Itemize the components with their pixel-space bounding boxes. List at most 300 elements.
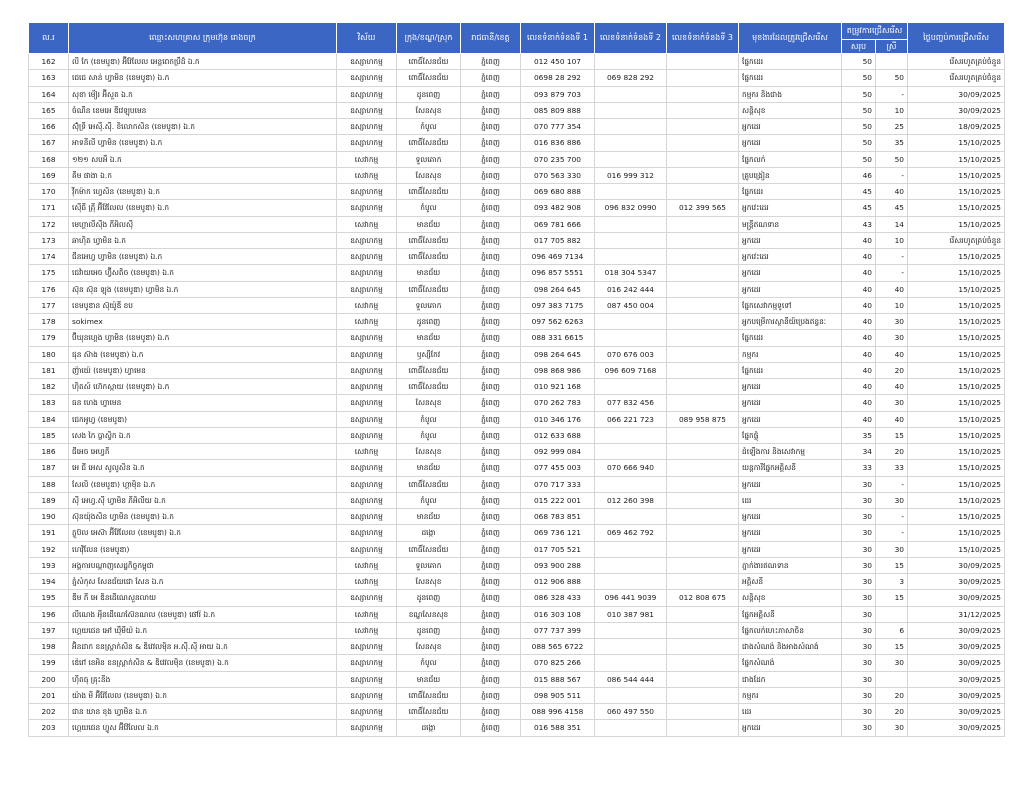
table-row — [29, 687, 1005, 703]
cell-phone3 — [667, 167, 739, 183]
cell-sector: សេវាកម្ម — [337, 314, 397, 330]
cell-female: 6 — [876, 622, 908, 638]
cell-total: 30 — [842, 541, 876, 557]
cell-total: 33 — [842, 460, 876, 476]
cell-deadline: 15/10/2025 — [908, 135, 1005, 151]
cell-phone3 — [667, 509, 739, 525]
cell-phone2 — [595, 720, 667, 736]
cell-phone1: 098 868 986 — [521, 362, 595, 378]
cell-sector: ឧស្សាហកម្ម — [337, 200, 397, 216]
cell-phone1: 010 921 168 — [521, 379, 595, 395]
cell-deadline: 15/10/2025 — [908, 281, 1005, 297]
cell-province: ភ្នំពេញ — [461, 687, 521, 703]
cell-female: 20 — [876, 687, 908, 703]
cell-phone3 — [667, 281, 739, 297]
cell-province: ភ្នំពេញ — [461, 427, 521, 443]
cell-position: អ្នកបម្រើការស្ថានីយ៍ប្រេងឥន្ធនៈ — [739, 314, 842, 330]
cell-province: ភ្នំពេញ — [461, 232, 521, 248]
cell-deadline: 30/09/2025 — [908, 720, 1005, 736]
cell-position: ផ្នែកផ្លុំ — [739, 427, 842, 443]
cell-deadline: 15/10/2025 — [908, 541, 1005, 557]
cell-company: អ៊ិនដាក ខនស្ត្រាក់សិន & ឌិវេវលម៉ិន អ.ស៊ី.ស៊ី អាយ ឯ.ក — [69, 639, 337, 655]
cell-phone1: 012 906 888 — [521, 574, 595, 590]
cell-phone1: 017 705 521 — [521, 541, 595, 557]
cell-total: 30 — [842, 590, 876, 606]
cell-total: 30 — [842, 557, 876, 573]
cell-position: ជាងដែក — [739, 671, 842, 687]
cell-position: ផ្នែកអគ្គិសនី — [739, 606, 842, 622]
cell-deadline: 31/12/2025 — [908, 606, 1005, 622]
cell-deadline: 15/10/2025 — [908, 265, 1005, 281]
cell-no: 180 — [29, 346, 69, 362]
cell-position: អ្នកដេរ — [739, 476, 842, 492]
cell-company: ស៊ុំទ្រី អេស៊ី.ស៊ី. ខិលោកសិន (ខេមបូឌា) ឯ.ក — [69, 119, 337, 135]
cell-province: ភ្នំពេញ — [461, 86, 521, 102]
cell-female: - — [876, 509, 908, 525]
cell-phone2: 060 497 550 — [595, 704, 667, 720]
cell-deadline: 15/10/2025 — [908, 509, 1005, 525]
cell-total: 50 — [842, 86, 876, 102]
cell-position: អ្នកវេះដេរ — [739, 200, 842, 216]
cell-position: ផ្នែកដេរ — [739, 362, 842, 378]
cell-province: ភ្នំពេញ — [461, 655, 521, 671]
cell-female — [876, 54, 908, 70]
cell-sector: ឧស្សាហកម្ម — [337, 102, 397, 118]
cell-phone2: 010 387 981 — [595, 606, 667, 622]
cell-phone1: 012 450 107 — [521, 54, 595, 70]
cell-phone1: 085 809 888 — [521, 102, 595, 118]
cell-phone2 — [595, 330, 667, 346]
cell-province: ភ្នំពេញ — [461, 509, 521, 525]
header-position: មុខងារដែលត្រូវជ្រើសរើស — [739, 23, 842, 54]
cell-no: 197 — [29, 622, 69, 638]
cell-province: ភ្នំពេញ — [461, 54, 521, 70]
table-row — [29, 330, 1005, 346]
cell-phone3 — [667, 151, 739, 167]
cell-phone1: 069 680 888 — [521, 184, 595, 200]
table-row — [29, 590, 1005, 606]
table-row — [29, 297, 1005, 313]
cell-no: 200 — [29, 671, 69, 687]
cell-position: ដេរ — [739, 704, 842, 720]
cell-no: 164 — [29, 86, 69, 102]
cell-total: 46 — [842, 167, 876, 183]
cell-deadline: 15/10/2025 — [908, 200, 1005, 216]
cell-phone2 — [595, 184, 667, 200]
cell-phone2: 096 832 0990 — [595, 200, 667, 216]
cell-phone1: 086 328 433 — [521, 590, 595, 606]
cell-no: 177 — [29, 297, 69, 313]
cell-deadline: 30/09/2025 — [908, 671, 1005, 687]
cell-deadline: 15/10/2025 — [908, 395, 1005, 411]
cell-district: ពោធិ៍សែនជ័យ — [397, 281, 461, 297]
cell-female: 40 — [876, 379, 908, 395]
cell-position: ផ្នែកលក់ហេះភាសាចិន — [739, 622, 842, 638]
cell-district: មានជ័យ — [397, 460, 461, 476]
cell-sector: សេវាកម្ម — [337, 574, 397, 590]
cell-sector: ឧស្សាហកម្ម — [337, 671, 397, 687]
cell-phone2: 069 828 292 — [595, 70, 667, 86]
cell-district: មានជ័យ — [397, 216, 461, 232]
cell-province: ភ្នំពេញ — [461, 135, 521, 151]
cell-phone2: 087 450 004 — [595, 297, 667, 313]
cell-total: 30 — [842, 671, 876, 687]
cell-phone3 — [667, 216, 739, 232]
cell-phone3 — [667, 346, 739, 362]
cell-female: - — [876, 167, 908, 183]
cell-position: កម្មករ — [739, 346, 842, 362]
cell-province: ភ្នំពេញ — [461, 362, 521, 378]
cell-total: 45 — [842, 184, 876, 200]
cell-deadline: 30/09/2025 — [908, 687, 1005, 703]
table-row — [29, 704, 1005, 720]
cell-deadline: 30/09/2025 — [908, 102, 1005, 118]
cell-total: 30 — [842, 509, 876, 525]
header-province: រាជធានី/ខេត្ត — [461, 23, 521, 54]
table-row — [29, 281, 1005, 297]
cell-female: 25 — [876, 119, 908, 135]
cell-deadline: 30/09/2025 — [908, 704, 1005, 720]
cell-company: អាទនីលី ហ្វាមិន (ខេមបូឌា) ឯ.ក — [69, 135, 337, 151]
cell-female: 50 — [876, 70, 908, 86]
cell-province: ភ្នំពេញ — [461, 265, 521, 281]
cell-province: ភ្នំពេញ — [461, 606, 521, 622]
cell-phone1: 098 264 645 — [521, 346, 595, 362]
cell-sector: ឧស្សាហកម្ម — [337, 379, 397, 395]
cell-total: 40 — [842, 265, 876, 281]
cell-phone3 — [667, 671, 739, 687]
header-need-group: តម្រូវការជ្រើសរើស — [842, 23, 908, 40]
cell-position: ផ្នែកសេវាកម្មទូទៅ — [739, 297, 842, 313]
cell-district: ដូនពេញ — [397, 590, 461, 606]
cell-position: អ្នកដេរ — [739, 119, 842, 135]
cell-phone3: 012 808 675 — [667, 590, 739, 606]
cell-company: ញ៉ាយ៉េ (ខេមបូឌា) ហ្វាមេន — [69, 362, 337, 378]
cell-sector: ឧស្សាហកម្ម — [337, 249, 397, 265]
cell-district: ឫស្សីកែវ — [397, 346, 461, 362]
cell-phone1: 070 717 333 — [521, 476, 595, 492]
cell-position: ភ្នាក់ងារឥណទាន — [739, 557, 842, 573]
cell-company: ភ្នំសំកុស សែនជ័យជោ សែន ឯ.ក — [69, 574, 337, 590]
cell-female: 14 — [876, 216, 908, 232]
cell-no: 188 — [29, 476, 69, 492]
table-row — [29, 54, 1005, 70]
cell-sector: ឧស្សាហកម្ម — [337, 476, 397, 492]
cell-phone1: 093 900 288 — [521, 557, 595, 573]
cell-position: អ្នកដេរ — [739, 379, 842, 395]
cell-sector: ឧស្សាហកម្ម — [337, 492, 397, 508]
cell-total: 34 — [842, 444, 876, 460]
cell-phone2: 077 832 456 — [595, 395, 667, 411]
cell-phone1: 070 235 700 — [521, 151, 595, 167]
cell-province: ភ្នំពេញ — [461, 541, 521, 557]
cell-phone2: 069 462 792 — [595, 525, 667, 541]
cell-position: អ្នកដេរ — [739, 281, 842, 297]
cell-no: 165 — [29, 102, 69, 118]
cell-district: សែនសុខ — [397, 574, 461, 590]
cell-position: ផ្នែកដេរ — [739, 70, 842, 86]
cell-phone1: 017 705 882 — [521, 232, 595, 248]
cell-position: អ្នកដេរ — [739, 232, 842, 248]
header-phone1: លេខទំនាក់ទំនងទី 1 — [521, 23, 595, 54]
cell-phone2: 070 666 940 — [595, 460, 667, 476]
cell-deadline: 15/10/2025 — [908, 411, 1005, 427]
cell-district: ពោធិ៍សែនជ័យ — [397, 135, 461, 151]
cell-phone2 — [595, 135, 667, 151]
cell-no: 202 — [29, 704, 69, 720]
cell-company: អេ ជី អេស សូលូសិន ឯ.ក — [69, 460, 337, 476]
table-row — [29, 216, 1005, 232]
cell-phone2 — [595, 86, 667, 102]
cell-total: 30 — [842, 476, 876, 492]
cell-province: ភ្នំពេញ — [461, 167, 521, 183]
cell-total: 30 — [842, 704, 876, 720]
cell-phone3 — [667, 395, 739, 411]
cell-total: 40 — [842, 362, 876, 378]
cell-company: ឌីម ភី អេ ឌិនដើណេសួនលាយ — [69, 590, 337, 606]
cell-female: 35 — [876, 135, 908, 151]
cell-total: 40 — [842, 346, 876, 362]
cell-phone3 — [667, 362, 739, 378]
cell-position: សន្តិសុខ — [739, 590, 842, 606]
cell-deadline: 15/10/2025 — [908, 167, 1005, 183]
cell-district: ដង្កោ — [397, 720, 461, 736]
cell-company: មេហ្គាលីស៊ីង ភីអិលស៊ី — [69, 216, 337, 232]
cell-province: ភ្នំពេញ — [461, 622, 521, 638]
cell-phone1: 070 777 354 — [521, 119, 595, 135]
cell-phone1: 069 781 666 — [521, 216, 595, 232]
cell-female: - — [876, 249, 908, 265]
cell-female: 40 — [876, 411, 908, 427]
cell-female: 20 — [876, 704, 908, 720]
table-row — [29, 167, 1005, 183]
cell-female: 40 — [876, 184, 908, 200]
cell-total: 40 — [842, 281, 876, 297]
cell-sector: សេវាកម្ម — [337, 216, 397, 232]
table-row — [29, 232, 1005, 248]
cell-deadline: 30/09/2025 — [908, 86, 1005, 102]
table-row — [29, 200, 1005, 216]
cell-province: ភ្នំពេញ — [461, 590, 521, 606]
cell-female: 10 — [876, 102, 908, 118]
cell-phone2 — [595, 687, 667, 703]
cell-total: 40 — [842, 297, 876, 313]
cell-position: ផ្នែកលក់ — [739, 151, 842, 167]
cell-district: ពោធិ៍សែនជ័យ — [397, 362, 461, 378]
cell-district: មានជ័យ — [397, 265, 461, 281]
cell-sector: ឧស្សាហកម្ម — [337, 460, 397, 476]
cell-total: 30 — [842, 606, 876, 622]
cell-company: ខេមបូឌាន ស៊ុយ៉ូឌី ខប — [69, 297, 337, 313]
cell-female: 20 — [876, 362, 908, 378]
header-district: ក្រុង/ខណ្ឌ/ស្រុក — [397, 23, 461, 54]
cell-phone3 — [667, 427, 739, 443]
cell-district: ទួលគោក — [397, 297, 461, 313]
cell-phone1: 012 633 688 — [521, 427, 595, 443]
cell-company: ជុន ស៊ាង (ខេមបូឌា) ឯ.ក — [69, 346, 337, 362]
table-row — [29, 249, 1005, 265]
cell-province: ភ្នំពេញ — [461, 639, 521, 655]
cell-sector: ឧស្សាហកម្ម — [337, 639, 397, 655]
cell-sector: ឧស្សាហកម្ម — [337, 720, 397, 736]
cell-sector: ឧស្សាហកម្ម — [337, 70, 397, 86]
cell-no: 191 — [29, 525, 69, 541]
cell-total: 40 — [842, 330, 876, 346]
cell-female — [876, 671, 908, 687]
table-row — [29, 379, 1005, 395]
cell-province: ភ្នំពេញ — [461, 314, 521, 330]
cell-position: យន្តការីផ្នែកអគ្គិសនី — [739, 460, 842, 476]
cell-company: ហ៊ិតស៍ ហ៊េកស្កាយ (ខេមបូឌា) ឯ.ក — [69, 379, 337, 395]
cell-phone1: 016 588 351 — [521, 720, 595, 736]
cell-female: - — [876, 476, 908, 492]
cell-sector: ឧស្សាហកម្ម — [337, 346, 397, 362]
cell-district: ដូនពេញ — [397, 314, 461, 330]
cell-no: 186 — [29, 444, 69, 460]
cell-total: 45 — [842, 200, 876, 216]
cell-district: ពោធិ៍សែនជ័យ — [397, 184, 461, 200]
header-total: សរុប — [842, 40, 876, 54]
cell-phone2 — [595, 232, 667, 248]
cell-phone2 — [595, 557, 667, 573]
cell-phone3 — [667, 622, 739, 638]
cell-district: ពោធិ៍សែនជ័យ — [397, 379, 461, 395]
cell-position: គ្រូបង្រៀន — [739, 167, 842, 183]
cell-sector: ឧស្សាហកម្ម — [337, 135, 397, 151]
cell-district: ទួលគោក — [397, 557, 461, 573]
header-deadline: ថ្ងៃបញ្ចប់ការជ្រើសរើស — [908, 23, 1005, 54]
cell-total: 30 — [842, 655, 876, 671]
cell-no: 179 — [29, 330, 69, 346]
cell-company: ហ្គេយជេន អៅ ឃុឹមីយ៉ ឯ.ក — [69, 622, 337, 638]
table-row — [29, 557, 1005, 573]
cell-company: ស៊ុន ស៊ុន ឡុង (ខេមបូឌា) ហ្វាមិន ឯ.ក — [69, 281, 337, 297]
cell-no: 166 — [29, 119, 69, 135]
cell-phone1: 0698 28 292 — [521, 70, 595, 86]
cell-phone2 — [595, 574, 667, 590]
cell-sector: សេវាកម្ម — [337, 151, 397, 167]
cell-female: 15 — [876, 557, 908, 573]
cell-district: ទួលគោក — [397, 151, 461, 167]
cell-company: ឌ៉េរៅ ខេអិន ខនស្ត្រាក់សិន & ឌិវេវលម៉ិន (ខេមបូឌា) ឯ.ក — [69, 655, 337, 671]
cell-phone1: 070 262 783 — [521, 395, 595, 411]
cell-female: 33 — [876, 460, 908, 476]
cell-phone3 — [667, 379, 739, 395]
cell-company: យ៉ាង មី អ៊ីវ៉ែលែល (ខេមបូឌា) ឯ.ក — [69, 687, 337, 703]
cell-phone2: 016 242 444 — [595, 281, 667, 297]
cell-province: ភ្នំពេញ — [461, 525, 521, 541]
cell-deadline: 15/10/2025 — [908, 314, 1005, 330]
cell-province: ភ្នំពេញ — [461, 574, 521, 590]
table-row — [29, 574, 1005, 590]
recruitment-table — [28, 22, 1005, 737]
cell-female: 40 — [876, 281, 908, 297]
cell-position: ដំឡើងការ និងសេវាកម្ម — [739, 444, 842, 460]
cell-phone1: 093 482 908 — [521, 200, 595, 216]
table-row — [29, 427, 1005, 443]
cell-province: ភ្នំពេញ — [461, 297, 521, 313]
cell-position: អ្នកវេះដេរ — [739, 249, 842, 265]
cell-phone3 — [667, 119, 739, 135]
cell-district: សែនសុខ — [397, 444, 461, 460]
cell-deadline: 15/10/2025 — [908, 362, 1005, 378]
cell-sector: ឧស្សាហកម្ម — [337, 427, 397, 443]
cell-province: ភ្នំពេញ — [461, 379, 521, 395]
cell-phone2: 096 609 7168 — [595, 362, 667, 378]
cell-deadline: 15/10/2025 — [908, 379, 1005, 395]
cell-sector: ឧស្សាហកម្ម — [337, 395, 397, 411]
cell-sector: សេវាកម្ម — [337, 297, 397, 313]
cell-phone1: 096 857 5551 — [521, 265, 595, 281]
cell-phone3 — [667, 476, 739, 492]
cell-phone1: 092 999 084 — [521, 444, 595, 460]
cell-phone3 — [667, 704, 739, 720]
cell-deadline: 30/09/2025 — [908, 639, 1005, 655]
cell-deadline: 15/10/2025 — [908, 444, 1005, 460]
cell-no: 174 — [29, 249, 69, 265]
cell-province: ភ្នំពេញ — [461, 411, 521, 427]
cell-no: 178 — [29, 314, 69, 330]
cell-province: ភ្នំពេញ — [461, 151, 521, 167]
cell-total: 50 — [842, 119, 876, 135]
cell-no: 193 — [29, 557, 69, 573]
cell-phone2 — [595, 639, 667, 655]
cell-province: ភ្នំពេញ — [461, 281, 521, 297]
cell-female — [876, 606, 908, 622]
cell-province: ភ្នំពេញ — [461, 671, 521, 687]
cell-phone3 — [667, 687, 739, 703]
cell-no: 198 — [29, 639, 69, 655]
table-row — [29, 476, 1005, 492]
cell-phone1: 015 222 001 — [521, 492, 595, 508]
cell-phone1: 016 303 108 — [521, 606, 595, 622]
cell-no: 173 — [29, 232, 69, 248]
cell-company: ជេវ៉ាយអេច ហ្វ៊ីសតិច (ខេមបូឌា) ឯ.ក — [69, 265, 337, 281]
cell-position: អគ្គិសនី — [739, 574, 842, 590]
cell-phone2 — [595, 216, 667, 232]
table-row — [29, 314, 1005, 330]
table-header — [29, 23, 1005, 54]
cell-phone3 — [667, 541, 739, 557]
cell-company: ហេវ៉ិលែន (ខេមបូឌា) — [69, 541, 337, 557]
cell-position: កម្មករ — [739, 687, 842, 703]
cell-phone3 — [667, 655, 739, 671]
cell-phone3 — [667, 232, 739, 248]
cell-no: 176 — [29, 281, 69, 297]
cell-no: 167 — [29, 135, 69, 151]
cell-position: អ្នកដេរ — [739, 541, 842, 557]
cell-position: កម្មករ និងជាង — [739, 86, 842, 102]
cell-company: ហ្គេយជេន ហ្វូស អ៊ីវ៉ែលែល ឯ.ក — [69, 720, 337, 736]
cell-phone2 — [595, 444, 667, 460]
cell-position: អ្នកដេរ — [739, 135, 842, 151]
cell-district: ពោធិ៍សែនជ័យ — [397, 704, 461, 720]
cell-position: ផ្នែកសំណង់ — [739, 655, 842, 671]
table-row — [29, 525, 1005, 541]
cell-company: សុខា ម៉ៀរ អ៊ីសួត ឯ.ក — [69, 86, 337, 102]
cell-female: 30 — [876, 541, 908, 557]
cell-deadline: 15/10/2025 — [908, 460, 1005, 476]
cell-province: ភ្នំពេញ — [461, 704, 521, 720]
header-phone2: លេខទំនាក់ទំនងទី 2 — [595, 23, 667, 54]
cell-district: ពោធិ៍សែនជ័យ — [397, 54, 461, 70]
cell-district: ដូនពេញ — [397, 86, 461, 102]
cell-position: ជាងសំណង់ និងអាងសំណង់ — [739, 639, 842, 655]
cell-no: 182 — [29, 379, 69, 395]
cell-district: ដូនពេញ — [397, 622, 461, 638]
cell-company: ភ្លូប៊ល អេស៊ា អ៊ីវ៉ែលែល (ខេមបូឌា) ឯ.ក — [69, 525, 337, 541]
cell-sector: ឧស្សាហកម្ម — [337, 655, 397, 671]
